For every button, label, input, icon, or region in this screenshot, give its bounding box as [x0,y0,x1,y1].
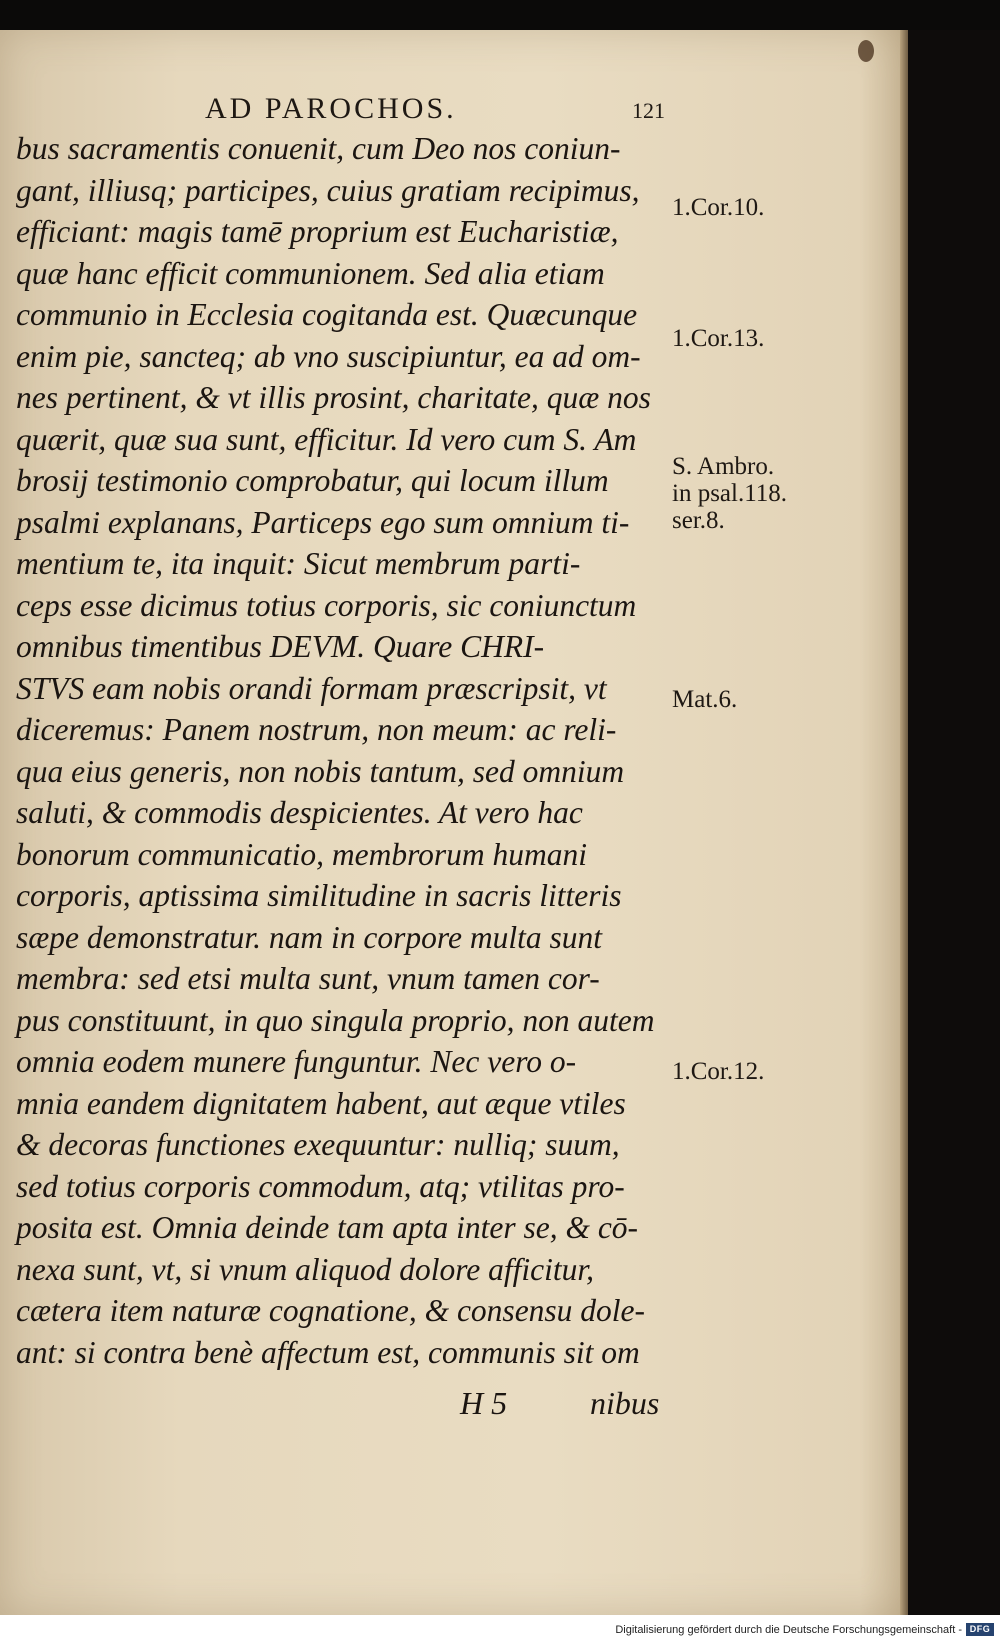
text-line: omnia eodem munere funguntur. Nec vero o- [16,1044,577,1079]
text-line: psalmi explanans, Particeps ego sum omnium ti- [16,504,630,540]
body-text [16,128,676,1373]
text-line: posita est. Omnia deinde tam apta inter se, & cō- [16,1210,639,1245]
text-line: efficiant: magis tamē proprium est Eucharistiæ, [16,214,619,249]
text-line: cætera item naturæ cognatione, & consensu dole- [16,1293,646,1328]
digitization-footer [0,1615,1000,1645]
catchword: nibus [590,1385,660,1421]
margin-note: 1.Cor.12. [672,1058,765,1085]
text-line: mnia eandem dignitatem habent, aut æque vtiles [16,1085,626,1121]
margin-note: Mat.6. [672,686,738,713]
margin-note: ser.8. [672,507,725,534]
text-line: nexa sunt, vt, si vnum aliquod dolore afficitur, [16,1251,595,1287]
text-line: & decoras functiones exequuntur: nulliq; suum, [16,1127,620,1162]
margin-note: S. Ambro. [672,453,775,480]
funding-credit: Digitalisierung gefördert durch die Deutsche Forschungsgemeinschaft - [615,1624,962,1636]
page-edge [900,30,908,1615]
text-line: communio in Ecclesia cogitanda est. Quæcunque [16,297,638,332]
text-line: bus sacramentis conuenit, cum Deo nos coniun- [16,131,621,166]
text-line: membra: sed etsi multa sunt, vnum tamen cor- [16,961,600,996]
text-line: quærit, quæ sua sunt, efficitur. Id vero cum S. Am [16,421,637,457]
page-number: 121 [632,98,665,123]
ink-stain [858,40,874,62]
text-line: STVS eam nobis orandi formam præscripsit, vt [16,670,607,706]
text-line: omnibus timentibus DEVM. Quare CHRI- [16,629,545,664]
dfg-logo-icon: DFG [966,1623,994,1636]
text-line: ceps esse dicimus totius corporis, sic coniunctum [16,587,637,623]
scan-top-border [0,0,1000,30]
text-line: sed totius corporis commodum, atq; vtilitas pro- [16,1168,625,1204]
text-line: brosij testimonio comprobatur, qui locum illum [16,463,609,498]
text-line: qua eius generis, non nobis tantum, sed omnium [16,753,625,789]
text-line: bonorum communicatio, membrorum humani [16,836,588,872]
margin-note: 1.Cor.10. [672,194,765,221]
text-line: nes pertinent, & vt illis prosint, charitate, quæ nos [16,380,651,415]
text-line: saluti, & commodis despicientes. At vero hac [16,795,583,830]
margin-note: 1.Cor.13. [672,325,765,352]
margin-note: in psal.118. [672,480,788,507]
text-line: diceremus: Panem nostrum, non meum: ac reli- [16,712,617,747]
signature-mark: H 5 [460,1385,508,1421]
text-line: enim pie, sancteq; ab vno suscipiuntur, ea ad om- [16,338,641,374]
running-title: AD PAROCHOS. [205,92,457,125]
text-line: pus constituunt, in quo singula proprio, non autem [16,1002,655,1038]
text-line: gant, illiusq; participes, cuius gratiam recipimus, [16,172,640,208]
text-line: mentium te, ita inquit: Sicut membrum parti- [16,546,581,581]
text-line: quæ hanc efficit communionem. Sed alia etiam [16,255,605,291]
text-line: sæpe demonstratur. nam in corpore multa sunt [16,919,602,955]
text-line: corporis, aptissima similitudine in sacris litteris [16,878,622,913]
text-line: ant: si contra benè affectum est, communis sit om [16,1334,640,1370]
